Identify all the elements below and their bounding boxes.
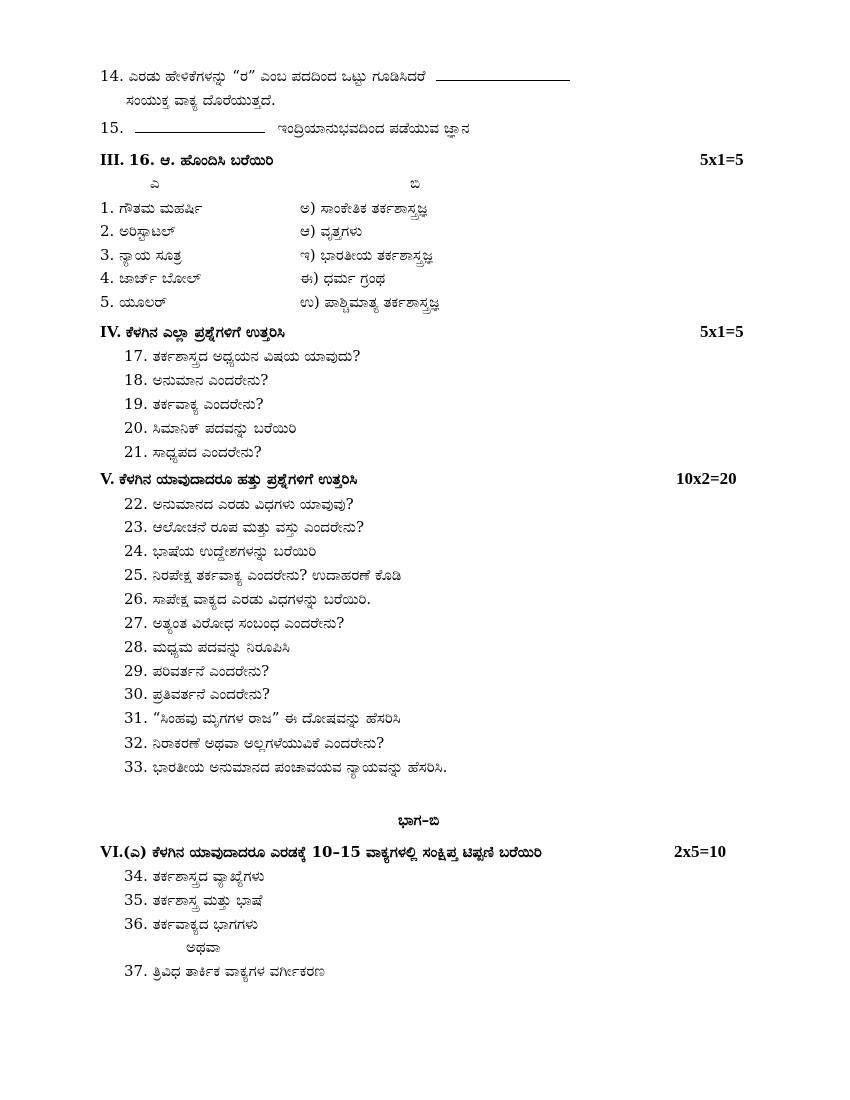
column-a-label: ಎ xyxy=(150,174,160,192)
match-right-item: ಆ) ವೃತ್ತಗಳು xyxy=(300,222,363,240)
or-label: ಅಥವಾ xyxy=(186,938,221,956)
section-heading: 16. ಆ. ಹೊಂದಿಸಿ ಬರೆಯಿರಿ xyxy=(128,151,274,169)
question-item: 37. ತ್ರಿವಿಧ ತಾರ್ಕಿಕ ವಾಕ್ಯಗಳ ವರ್ಗೀಕರಣ xyxy=(124,962,325,980)
question-15 xyxy=(100,118,470,138)
question-number: 14. xyxy=(100,67,124,85)
question-item: 23. ಆಲೋಚನೆ ರೂಪ ಮತ್ತು ವಸ್ತು ಎಂದರೇನು? xyxy=(124,518,364,536)
question-item: 29. ಪರಿವರ್ತನೆ ಎಂದರೇನು? xyxy=(124,662,270,680)
match-right-item: ಇ) ಭಾರತೀಯ ತರ್ಕಶಾಸ್ತ್ರಜ್ಞ xyxy=(300,246,433,264)
section-heading: (ಎ) ಕೆಳಗಿನ ಯಾವುದಾದರೂ ಎರಡಕ್ಕೆ 10–15 ವಾಕ್ಯಗಳಲ್ಲಿ ಸಂಕ್ಷಿಪ್ತ ಟಿಪ್ಪಣಿ ಬರೆಯಿರಿ xyxy=(123,843,542,861)
section-4-header xyxy=(100,322,285,342)
column-b-label: ಬಿ xyxy=(410,174,421,192)
question-number: 15. xyxy=(100,119,124,137)
question-item: 36. ತರ್ಕವಾಕ್ಯದ ಭಾಗಗಳು xyxy=(124,915,258,933)
match-right-item: ಅ) ಸಾಂಕೇತಿಕ ತರ್ಕಶಾಸ್ತ್ರಜ್ಞ xyxy=(300,199,428,217)
question-item: 19. ತರ್ಕವಾಕ್ಯ ಎಂದರೇನು? xyxy=(124,395,264,413)
question-item: 35. ತರ್ಕಶಾಸ್ತ್ರ ಮತ್ತು ಭಾಷೆ xyxy=(124,891,263,909)
question-item: 18. ಅನುಮಾನ ಎಂದರೇನು? xyxy=(124,371,269,389)
question-item: 31. “ಸಿಂಹವು ಮೃಗಗಳ ರಾಜ” ಈ ದೋಷವನ್ನು ಹೆಸರಿಸಿ xyxy=(124,709,401,727)
match-left-item: 4. ಜಾರ್ಜ್ ಬೋಲ್ xyxy=(100,269,202,287)
part-b-title: ಭಾಗ–ಬಿ xyxy=(398,811,440,829)
question-item: 17. ತರ್ಕಶಾಸ್ತ್ರದ ಅಧ್ಯಯನ ವಿಷಯ ಯಾವುದು? xyxy=(124,347,361,365)
question-14-continued: ಸಂಯುಕ್ತ ವಾಕ್ಯ ದೊರೆಯುತ್ತದೆ. xyxy=(126,91,276,109)
match-right-item: ಈ) ಧರ್ಮ ಗ್ರಂಥ xyxy=(300,269,386,287)
answer-blank xyxy=(436,66,570,81)
section-3-header xyxy=(100,150,273,170)
question-item: 30. ಪ್ರತಿವರ್ತನೆ ಎಂದರೇನು? xyxy=(124,685,270,703)
question-item: 34. ತರ್ಕಶಾಸ್ತ್ರದ ವ್ಯಾಖ್ಯೆಗಳು xyxy=(124,867,265,885)
answer-blank xyxy=(135,118,265,133)
section-number: III. xyxy=(100,150,125,169)
section-6-header xyxy=(100,842,542,862)
section-6-marks: 2x5=10 xyxy=(674,842,727,861)
section-heading: ಕೆಳಗಿನ ಎಲ್ಲಾ ಪ್ರಶ್ನೆಗಳಿಗೆ ಉತ್ತರಿಸಿ xyxy=(125,323,285,341)
match-left-item: 1. ಗೌತಮ ಮಹರ್ಷಿ xyxy=(100,199,203,217)
question-item: 32. ನಿರಾಕರಣೆ ಅಥವಾ ಅಲ್ಲಗಳೆಯುವಿಕೆ ಎಂದರೇನು? xyxy=(124,734,385,752)
match-left-item: 3. ನ್ಯಾಯ ಸೂತ್ರ xyxy=(100,246,182,264)
section-5-header xyxy=(100,469,357,489)
question-item: 21. ಸಾಧ್ಯಪದ ಎಂದರೇನು? xyxy=(124,443,262,461)
section-number: V. xyxy=(100,469,115,488)
section-number: VI. xyxy=(100,842,124,861)
match-left-item: 5. ಯೂಲರ್ xyxy=(100,293,168,311)
match-left-item: 2. ಅರಿಸ್ಟಾಟಲ್ xyxy=(100,222,176,240)
question-item: 24. ಭಾಷೆಯ ಉದ್ದೇಶಗಳನ್ನು ಬರೆಯಿರಿ xyxy=(124,542,317,560)
section-heading: ಕೆಳಗಿನ ಯಾವುದಾದರೂ ಹತ್ತು ಪ್ರಶ್ನೆಗಳಿಗೆ ಉತ್ತರಿಸಿ xyxy=(119,470,358,488)
section-3-marks: 5x1=5 xyxy=(700,150,744,169)
section-5-marks: 10x2=20 xyxy=(676,469,737,488)
question-item: 22. ಅನುಮಾನದ ಎರಡು ವಿಧಗಳು ಯಾವುವು? xyxy=(124,495,354,513)
question-item: 33. ಭಾರತೀಯ ಅನುಮಾನದ ಪಂಚಾವಯವ ನ್ಯಾಯವನ್ನು ಹೆಸರಿಸಿ. xyxy=(124,758,448,776)
question-item: 27. ಅತ್ಯಂತ ವಿರೋಧ ಸಂಬಂಧ ಎಂದರೇನು? xyxy=(124,614,345,632)
question-item: 26. ಸಾಪೇಕ್ಷ ವಾಕ್ಯದ ಎರಡು ವಿಧಗಳನ್ನು ಬರೆಯಿರಿ. xyxy=(124,590,372,608)
question-item: 28. ಮಧ್ಯಮ ಪದವನ್ನು ನಿರೂಪಿಸಿ xyxy=(124,638,290,656)
question-item: 20. ಸಿಮಾನಿಕ್ ಪದವನ್ನು ಬರೆಯಿರಿ xyxy=(124,419,297,437)
question-text: ಇಂದ್ರಿಯಾನುಭವದಿಂದ ಪಡೆಯುವ ಜ್ಞಾನ xyxy=(277,119,470,137)
question-item: 25. ನಿರಪೇಕ್ಷ ತರ್ಕವಾಕ್ಯ ಎಂದರೇನು? ಉದಾಹರಣೆ ಕೊಡಿ xyxy=(124,566,402,584)
section-number: IV. xyxy=(100,322,121,341)
question-14 xyxy=(100,66,570,86)
section-4-marks: 5x1=5 xyxy=(700,322,744,341)
match-right-item: ಉ) ಪಾಶ್ಚಿಮಾತ್ಯ ತರ್ಕಶಾಸ್ತ್ರಜ್ಞ xyxy=(300,293,440,311)
question-text: ಎರಡು ಹೇಳಿಕೆಗಳನ್ನು “ರ” ಎಂಬ ಪದದಿಂದ ಒಟ್ಟು ಗೂಡಿಸಿದರೆ xyxy=(128,67,426,85)
